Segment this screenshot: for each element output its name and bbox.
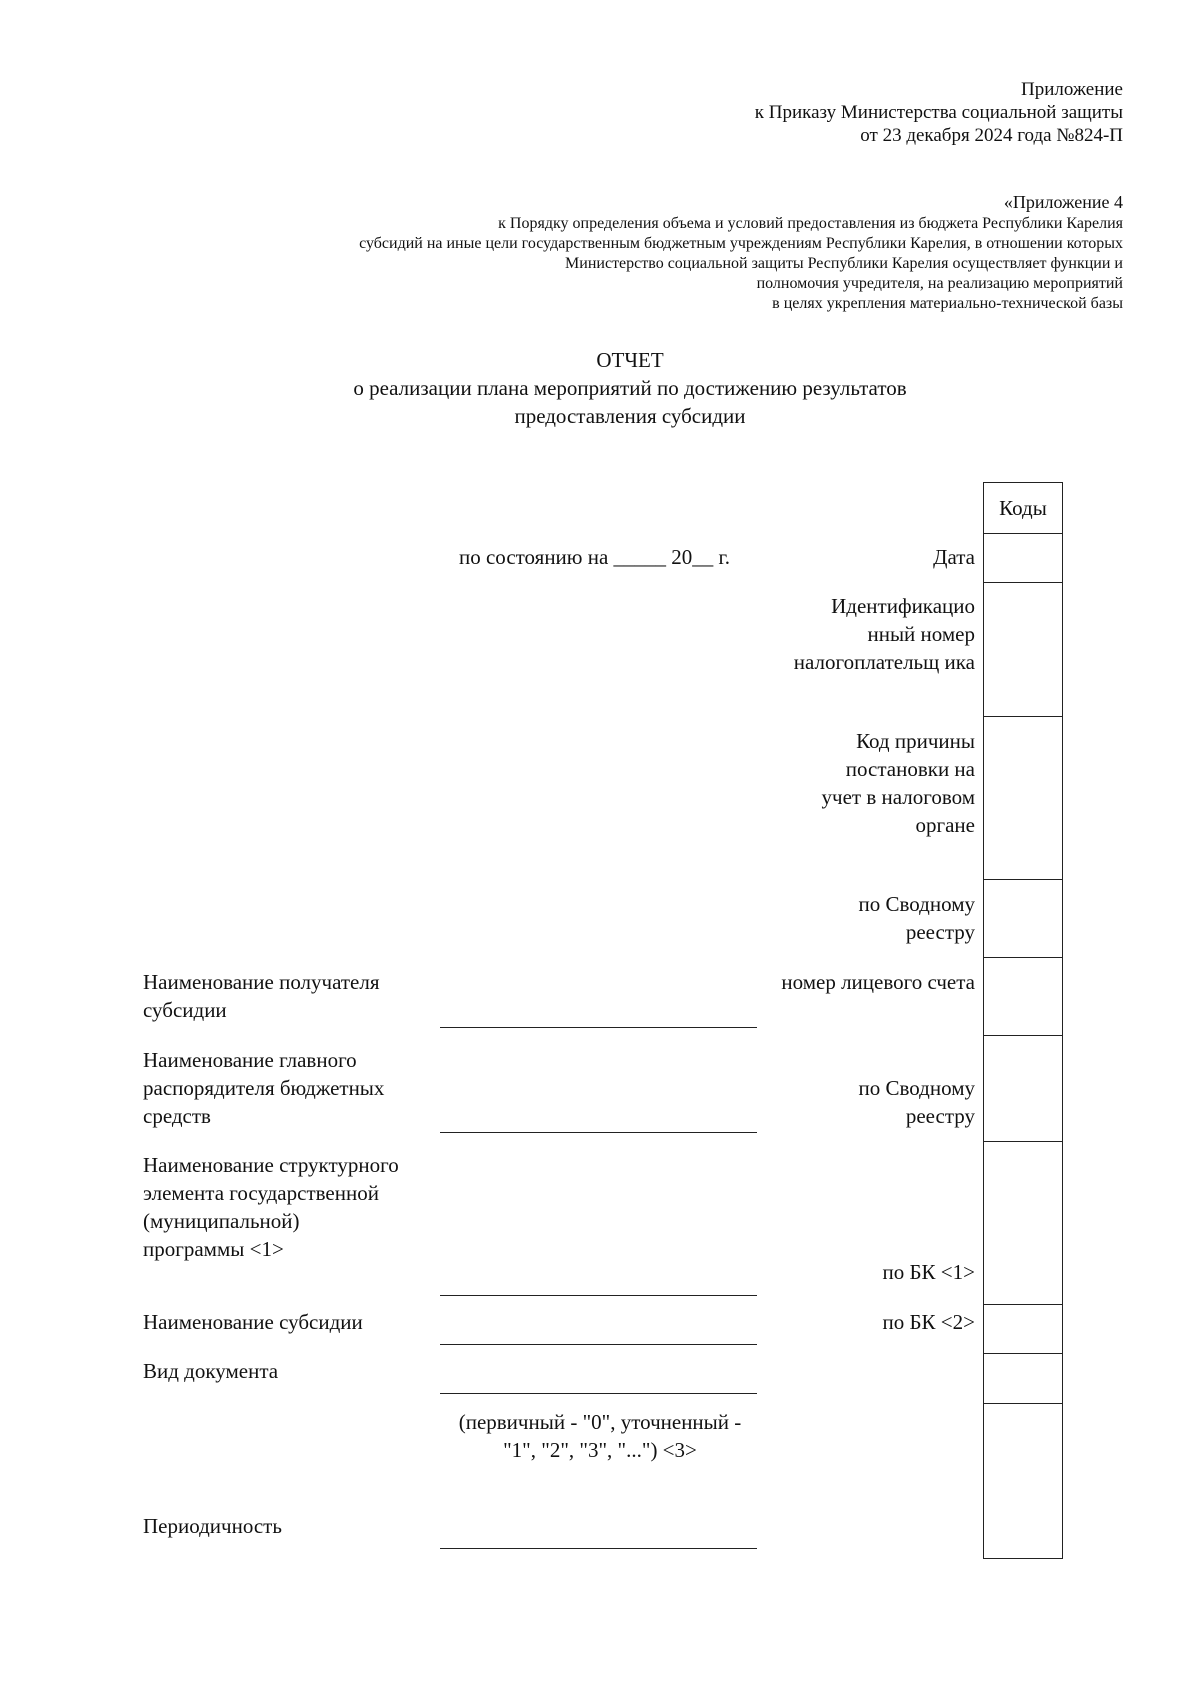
label-doc-type: Вид документа <box>143 1359 279 1383</box>
label-recipient: Наименование получателя субсидии <box>143 970 380 1022</box>
annex-header <box>123 191 1123 314</box>
annex-line-6: в целях укрепления материально-технической базы <box>772 295 1123 312</box>
periodicity-field[interactable] <box>440 1548 757 1549</box>
subsidy-field[interactable] <box>440 1344 757 1345</box>
report-title-main: ОТЧЕТ <box>596 348 664 372</box>
label-bk-1: по БК <1> <box>882 1260 975 1284</box>
appendix-header <box>423 78 1123 147</box>
program-field[interactable] <box>440 1295 757 1296</box>
appendix-title: Приложение <box>1021 79 1123 100</box>
label-manager: Наименование главного распорядителя бюджетных средств <box>143 1048 385 1128</box>
label-registry-2 <box>775 1074 975 1130</box>
code-cell-registry-1[interactable] <box>984 879 1062 957</box>
label-inn <box>775 592 975 676</box>
label-account: номер лицевого счета <box>781 970 975 994</box>
code-cell-date[interactable] <box>984 533 1062 582</box>
label-registry-1 <box>775 890 975 946</box>
manager-field[interactable] <box>440 1132 757 1133</box>
annex-line-4: Министерство социальной защиты Республики Карелия осуществляет функции и <box>565 255 1123 272</box>
recipient-field[interactable] <box>440 1027 757 1028</box>
annex-line-3: субсидий на иные цели государственным бюджетным учреждениям Республики Карелия, в отношении которых <box>359 235 1123 252</box>
label-program: Наименование структурного элемента государственной (муниципальной) программы <1> <box>143 1153 399 1261</box>
doc-type-note: (первичный - "0", уточненный - "1", "2", "3", "...") <3> <box>458 1410 742 1462</box>
code-cell-bk-2[interactable] <box>984 1304 1062 1353</box>
code-cell-kpp[interactable] <box>984 716 1062 879</box>
label-date: Дата <box>933 545 975 569</box>
code-cell-registry-2[interactable] <box>984 1035 1062 1141</box>
report-title <box>0 346 1200 430</box>
report-title-sub1: о реализации плана мероприятий по достижению результатов <box>353 376 907 400</box>
code-cell-bk-1[interactable] <box>984 1141 1062 1304</box>
code-cell-doc-type[interactable] <box>984 1353 1062 1403</box>
annex-line-2: к Порядку определения объема и условий предоставления из бюджета Республики Карелия <box>498 215 1123 232</box>
report-title-sub2: предоставления субсидии <box>514 404 746 428</box>
annex-line-5: полномочия учредителя, на реализацию мероприятий <box>756 275 1123 292</box>
as-of-date: по состоянию на _____ 20__ г. <box>459 545 731 569</box>
label-kpp <box>775 727 975 839</box>
code-cell-account[interactable] <box>984 957 1062 1035</box>
label-registry-2-text: по Сводному реестру <box>858 1076 975 1128</box>
code-cell-inn[interactable] <box>984 582 1062 716</box>
label-inn-text: Идентификацио нный номер налогоплательщ ика <box>793 594 975 674</box>
label-periodicity: Периодичность <box>143 1514 282 1538</box>
doc-type-field[interactable] <box>440 1393 757 1394</box>
annex-line-1: «Приложение 4 <box>1003 192 1123 212</box>
code-cell-periodicity[interactable] <box>984 1403 1062 1558</box>
label-kpp-text: Код причины постановки на учет в налоговом органе <box>821 729 975 837</box>
label-registry-1-text: по Сводному реестру <box>858 892 975 944</box>
appendix-date: от 23 декабря 2024 года №824-П <box>860 125 1123 146</box>
codes-column <box>983 482 1063 1559</box>
label-bk-2: по БК <2> <box>882 1310 975 1334</box>
codes-header: Коды <box>999 496 1047 520</box>
appendix-order: к Приказу Министерства социальной защиты <box>754 102 1123 123</box>
label-subsidy: Наименование субсидии <box>143 1310 363 1334</box>
